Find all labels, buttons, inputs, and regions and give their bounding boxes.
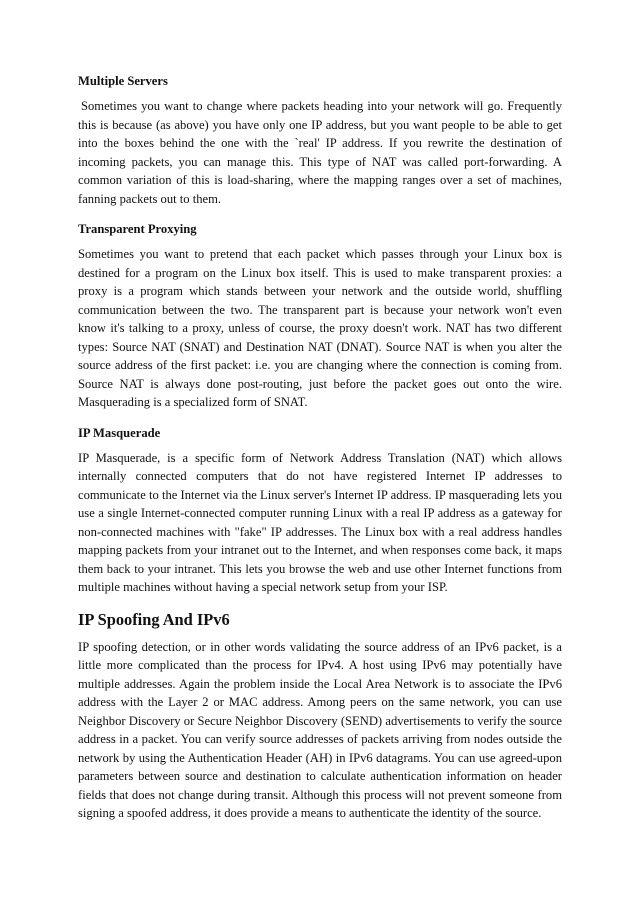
document-body bbox=[78, 72, 562, 835]
section-heading-ip-masquerade: IP Masquerade bbox=[78, 425, 161, 440]
section-heading-multiple-servers: Multiple Servers bbox=[78, 74, 168, 88]
paragraph-transparent-proxying: Sometimes you want to pretend that each packet which passes through your Linux box is destined for a program on the Linux box itself. This is used to make transparent proxies: a proxy is a program which stands between your network and the outside world, shuffling communication between the two. The transparent part is because your network won't even know it's talking to a proxy, unless of course, the proxy doesn't work. NAT has two different types: Source NAT (SNAT) and Destination NAT (DNAT). Source NAT is when you alter the source address of the first packet: i.e. you are changing where the connection is coming from. Source NAT is always done post-routing, just before the packet goes out onto the wire. Masquerading is a specialized form of SNAT. bbox=[78, 247, 562, 409]
paragraph-ip-masquerade: IP Masquerade, is a specific form of Network Address Translation (NAT) which allows internally connected computers that do not have registered Internet IP addresses to communicate to the Internet via the Linux server's Internet IP address. IP masquerading lets you use a single Internet-connected computer running Linux with a real IP address as a gateway for non-connected machines with "fake" IP addresses. The Linux box with a real address handles mapping packets from your intranet out to the Internet, and when responses come back, it maps them back to your intranet. This lets you browse the web and use other Internet functions from multiple machines without having a special network setup from your ISP. bbox=[78, 450, 562, 594]
section-heading-ip-spoofing-ipv6: IP Spoofing And IPv6 bbox=[78, 609, 230, 629]
paragraph-multiple-servers: Sometimes you want to change where packets heading into your network will go. Frequently this is because (as above) you have only one IP address, but you want people to be able to get into the boxes behind the one with the `real' IP address. If you rewrite the destination of incoming packets, you can manage this. This type of NAT was called port-forwarding. A common variation of this is load-sharing, where the mapping ranges over a set of machines, fanning packets out to them. bbox=[78, 99, 562, 206]
section-heading-transparent-proxying: Transparent Proxying bbox=[78, 222, 197, 236]
paragraph-ip-spoofing-ipv6: IP spoofing detection, or in other words validating the source address of an IPv6 packet, is a little more complicated than the process for IPv4. A host using IPv6 may potentially have multiple addresses. Again the problem inside the Local Area Network is to associate the IPv6 address with the Layer 2 or MAC address. Among peers on the same network, you can use Neighbor Discovery or Secure Neighbor Discovery (SEND) advertisements to verify the source address in a packet. You can verify source addresses of packets arriving from nodes outside the network by using the Authentication Header (AH) in IPv6 datagrams. You can use agreed-upon parameters between source and destination to calculate authentication information on header fields that does not change during transit. Although this process will not prevent someone from signing a spoofed address, it does provide a means to authenticate the identity of the source. bbox=[78, 639, 562, 820]
